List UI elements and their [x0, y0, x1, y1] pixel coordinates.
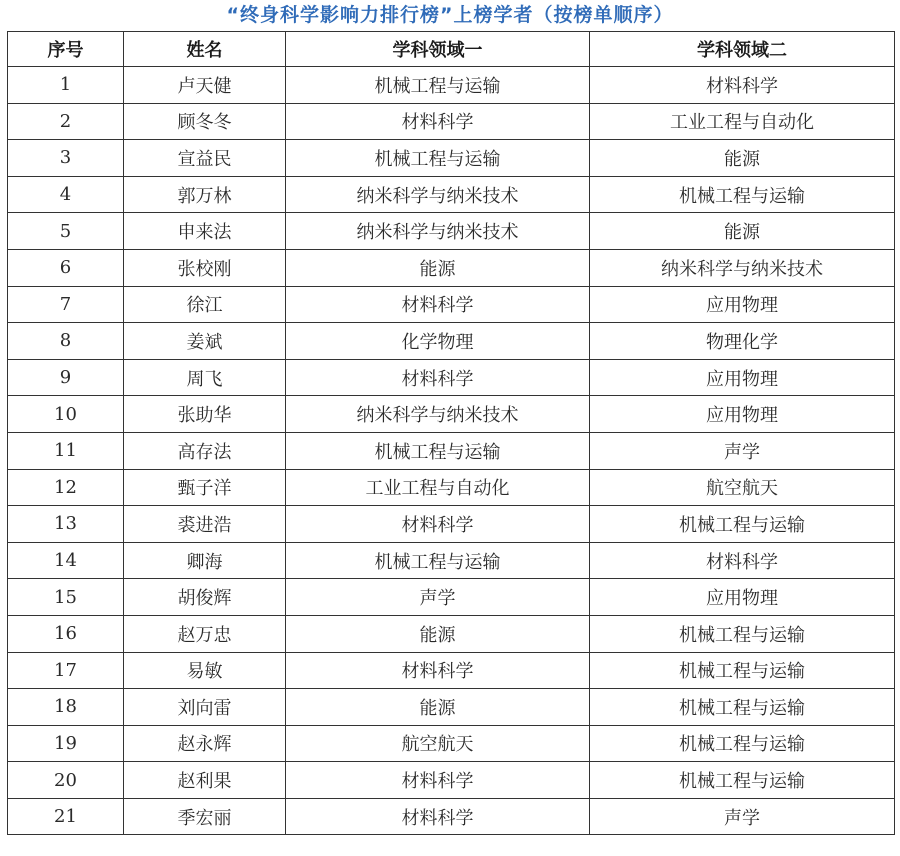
cell-name: 申来法	[124, 213, 286, 250]
cell-field-one: 能源	[286, 689, 590, 726]
cell-field-one: 纳米科学与纳米技术	[286, 396, 590, 433]
cell-index: 11	[8, 432, 124, 469]
cell-field-two: 机械工程与运输	[590, 652, 895, 689]
cell-field-two: 物理化学	[590, 323, 895, 360]
table-row	[8, 286, 895, 323]
table-row	[8, 103, 895, 140]
cell-field-one: 材料科学	[286, 103, 590, 140]
table-body	[8, 67, 895, 835]
cell-index: 9	[8, 359, 124, 396]
cell-field-one: 声学	[286, 579, 590, 616]
cell-field-two: 机械工程与运输	[590, 506, 895, 543]
cell-index: 4	[8, 176, 124, 213]
cell-field-one: 工业工程与自动化	[286, 469, 590, 506]
cell-index: 1	[8, 67, 124, 104]
cell-name: 周飞	[124, 359, 286, 396]
cell-field-two: 声学	[590, 432, 895, 469]
cell-name: 卿海	[124, 542, 286, 579]
cell-index: 5	[8, 213, 124, 250]
cell-index: 2	[8, 103, 124, 140]
header-field-two: 学科领域二	[590, 32, 895, 67]
header-name: 姓名	[124, 32, 286, 67]
cell-name: 张助华	[124, 396, 286, 433]
cell-field-two: 声学	[590, 798, 895, 835]
cell-name: 徐江	[124, 286, 286, 323]
cell-field-two: 能源	[590, 213, 895, 250]
cell-index: 21	[8, 798, 124, 835]
cell-name: 易敏	[124, 652, 286, 689]
table-header	[8, 32, 895, 67]
table-row	[8, 725, 895, 762]
table-row	[8, 213, 895, 250]
cell-field-two: 机械工程与运输	[590, 689, 895, 726]
cell-name: 刘向雷	[124, 689, 286, 726]
cell-field-one: 机械工程与运输	[286, 67, 590, 104]
cell-field-one: 能源	[286, 615, 590, 652]
cell-name: 赵利果	[124, 762, 286, 799]
cell-name: 甄子洋	[124, 469, 286, 506]
table-row	[8, 615, 895, 652]
scholar-table	[7, 31, 895, 835]
table-row	[8, 140, 895, 177]
table-row	[8, 249, 895, 286]
cell-field-two: 工业工程与自动化	[590, 103, 895, 140]
table-row	[8, 762, 895, 799]
cell-field-two: 材料科学	[590, 542, 895, 579]
cell-name: 顾冬冬	[124, 103, 286, 140]
table-row	[8, 469, 895, 506]
cell-field-two: 应用物理	[590, 579, 895, 616]
cell-field-one: 机械工程与运输	[286, 140, 590, 177]
cell-field-one: 材料科学	[286, 652, 590, 689]
table-row	[8, 652, 895, 689]
cell-field-one: 纳米科学与纳米技术	[286, 213, 590, 250]
cell-field-two: 应用物理	[590, 396, 895, 433]
cell-name: 姜斌	[124, 323, 286, 360]
cell-index: 6	[8, 249, 124, 286]
cell-field-two: 应用物理	[590, 286, 895, 323]
cell-field-two: 应用物理	[590, 359, 895, 396]
cell-index: 15	[8, 579, 124, 616]
cell-index: 20	[8, 762, 124, 799]
cell-index: 16	[8, 615, 124, 652]
cell-field-two: 纳米科学与纳米技术	[590, 249, 895, 286]
cell-index: 13	[8, 506, 124, 543]
cell-field-one: 能源	[286, 249, 590, 286]
cell-index: 3	[8, 140, 124, 177]
cell-field-two: 机械工程与运输	[590, 615, 895, 652]
header-field-one: 学科领域一	[286, 32, 590, 67]
cell-field-two: 机械工程与运输	[590, 176, 895, 213]
table-row	[8, 396, 895, 433]
cell-name: 胡俊辉	[124, 579, 286, 616]
cell-index: 8	[8, 323, 124, 360]
table-row	[8, 67, 895, 104]
cell-name: 赵永辉	[124, 725, 286, 762]
cell-field-one: 材料科学	[286, 286, 590, 323]
cell-field-one: 材料科学	[286, 359, 590, 396]
cell-name: 卢天健	[124, 67, 286, 104]
header-index: 序号	[8, 32, 124, 67]
cell-field-one: 航空航天	[286, 725, 590, 762]
cell-field-one: 化学物理	[286, 323, 590, 360]
cell-field-two: 材料科学	[590, 67, 895, 104]
cell-field-one: 材料科学	[286, 798, 590, 835]
cell-index: 19	[8, 725, 124, 762]
table-row	[8, 176, 895, 213]
table-row	[8, 506, 895, 543]
cell-index: 17	[8, 652, 124, 689]
table-row	[8, 689, 895, 726]
cell-index: 7	[8, 286, 124, 323]
table-row	[8, 579, 895, 616]
cell-index: 10	[8, 396, 124, 433]
cell-field-two: 能源	[590, 140, 895, 177]
cell-index: 18	[8, 689, 124, 726]
cell-index: 12	[8, 469, 124, 506]
cell-field-two: 航空航天	[590, 469, 895, 506]
page-title: “终身科学影响力排行榜”上榜学者（按榜单顺序）	[226, 4, 674, 26]
table-row	[8, 359, 895, 396]
cell-name: 郭万林	[124, 176, 286, 213]
cell-name: 张校刚	[124, 249, 286, 286]
table-row	[8, 323, 895, 360]
table-row	[8, 432, 895, 469]
cell-name: 高存法	[124, 432, 286, 469]
cell-name: 季宏丽	[124, 798, 286, 835]
cell-field-one: 材料科学	[286, 762, 590, 799]
cell-field-one: 材料科学	[286, 506, 590, 543]
cell-field-one: 纳米科学与纳米技术	[286, 176, 590, 213]
cell-field-two: 机械工程与运输	[590, 762, 895, 799]
cell-field-one: 机械工程与运输	[286, 542, 590, 579]
cell-name: 赵万忠	[124, 615, 286, 652]
cell-field-two: 机械工程与运输	[590, 725, 895, 762]
cell-name: 宣益民	[124, 140, 286, 177]
cell-name: 裘进浩	[124, 506, 286, 543]
header-row	[8, 32, 895, 67]
table-row	[8, 542, 895, 579]
cell-index: 14	[8, 542, 124, 579]
cell-field-one: 机械工程与运输	[286, 432, 590, 469]
table-row	[8, 798, 895, 835]
